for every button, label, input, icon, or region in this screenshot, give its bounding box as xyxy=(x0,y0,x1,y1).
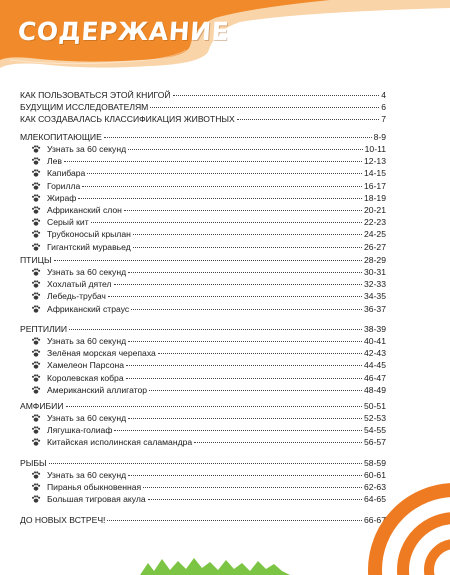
grass-decoration xyxy=(140,555,290,575)
paw-print-icon xyxy=(31,494,41,504)
toc-entry-label: Жираф xyxy=(47,192,77,203)
toc-subentry[interactable] xyxy=(31,278,386,290)
paw-print-icon xyxy=(31,437,41,447)
dot-leader xyxy=(126,378,362,379)
paw-print-icon xyxy=(31,470,41,480)
toc-subentry[interactable] xyxy=(31,481,386,493)
toc-entry-label: РЫБЫ xyxy=(20,458,47,468)
paw-print-icon xyxy=(31,181,41,191)
dot-leader xyxy=(87,173,362,174)
toc-subentry[interactable] xyxy=(31,167,386,179)
toc-subentry[interactable] xyxy=(31,143,386,155)
toc-entry-label: Хохлатый дятел xyxy=(47,279,112,290)
toc-page-number: 18-19 xyxy=(364,192,386,203)
toc-subentry[interactable] xyxy=(31,216,386,228)
toc-subentry[interactable] xyxy=(31,412,386,424)
toc-page-number: 26-27 xyxy=(364,241,386,252)
dot-leader xyxy=(126,365,362,366)
paw-print-icon xyxy=(31,348,41,358)
paw-print-icon xyxy=(31,413,41,423)
toc-subentry[interactable] xyxy=(31,347,386,359)
dot-leader xyxy=(150,107,379,108)
paw-print-icon xyxy=(31,482,41,492)
toc-page-number: 24-25 xyxy=(364,229,386,240)
dot-leader xyxy=(54,260,362,261)
toc-entry-label: Королевская кобра xyxy=(47,372,124,383)
toc-entry-label: Большая тигровая акула xyxy=(47,494,146,505)
dot-leader xyxy=(49,463,362,464)
toc-subentry[interactable] xyxy=(31,303,386,315)
toc-subentry[interactable] xyxy=(31,266,386,278)
toc-page-number: 6 xyxy=(381,102,386,112)
dot-leader xyxy=(133,247,362,248)
toc-page-number: 62-63 xyxy=(364,482,386,493)
paw-print-icon xyxy=(31,360,41,370)
paw-print-icon xyxy=(31,304,41,314)
toc-entry-label: Гигантский муравьед xyxy=(47,241,131,252)
paw-print-icon xyxy=(31,242,41,252)
toc-subentry[interactable] xyxy=(31,180,386,192)
paw-print-icon xyxy=(31,373,41,383)
toc-intro-entry[interactable] xyxy=(20,101,386,113)
toc-entry-label: Китайская исполинская саламандра xyxy=(47,437,193,448)
toc-entry-label: РЕПТИЛИИ xyxy=(20,324,68,334)
toc-entry-label: ДО НОВЫХ ВСТРЕЧ! xyxy=(20,515,106,525)
toc-subentry[interactable] xyxy=(31,359,386,371)
dot-leader xyxy=(104,137,372,138)
toc-page-number: 28-29 xyxy=(364,255,386,265)
toc-subentry[interactable] xyxy=(31,469,386,481)
toc-page-number: 56-57 xyxy=(364,437,386,448)
toc-page-number: 44-45 xyxy=(364,360,386,371)
paw-print-icon xyxy=(31,279,41,289)
toc-entry-label: Пиранья обыкновенная xyxy=(47,482,142,493)
toc-page-number: 46-47 xyxy=(364,372,386,383)
dot-leader xyxy=(124,210,362,211)
dot-leader xyxy=(173,95,380,96)
toc-entry-label: Американский аллигатор xyxy=(47,384,148,395)
toc-entry-label: Капибара xyxy=(47,168,86,179)
toc-section-heading[interactable] xyxy=(20,254,386,266)
toc-page-number: 7 xyxy=(381,114,386,124)
toc-subentry[interactable] xyxy=(31,493,386,505)
toc-page-number: 36-37 xyxy=(364,303,386,314)
dot-leader xyxy=(108,296,362,297)
dot-leader xyxy=(91,222,362,223)
toc-page-number: 40-41 xyxy=(364,336,386,346)
dot-leader xyxy=(133,234,362,235)
paw-print-icon xyxy=(31,229,41,239)
toc-entry-label: Узнать за 60 секунд xyxy=(47,413,127,423)
toc-entry-label: Узнать за 60 секунд xyxy=(47,336,127,346)
toc-page-number: 4 xyxy=(381,90,386,100)
toc-page-number: 60-61 xyxy=(364,470,386,480)
toc-page-number: 12-13 xyxy=(364,156,386,167)
dot-leader xyxy=(82,186,362,187)
dot-leader xyxy=(107,520,362,521)
dot-leader xyxy=(148,499,362,500)
paw-print-icon xyxy=(31,205,41,215)
toc-entry-label: БУДУЩИМ ИССЛЕДОВАТЕЛЯМ xyxy=(20,102,149,112)
toc-entry-label: Лебедь-трубач xyxy=(47,291,106,302)
dot-leader xyxy=(194,442,362,443)
paw-print-icon xyxy=(31,267,41,277)
toc-page-number: 64-65 xyxy=(364,494,386,505)
toc-entry-label: Узнать за 60 секунд xyxy=(47,267,127,277)
paw-print-icon xyxy=(31,156,41,166)
toc-entry-label: МЛЕКОПИТАЮЩИЕ xyxy=(20,132,102,142)
toc-page-number: 22-23 xyxy=(364,217,386,228)
toc-entry-label: КАК СОЗДАВАЛАСЬ КЛАССИФИКАЦИЯ ЖИВОТНЫХ xyxy=(20,114,235,124)
toc-page-number: 10-11 xyxy=(364,144,386,154)
toc-entry-label: ПТИЦЫ xyxy=(20,255,52,265)
toc-page-number: 42-43 xyxy=(364,348,386,359)
concentric-rings-decoration xyxy=(360,455,450,575)
toc-section-heading[interactable] xyxy=(20,131,386,143)
toc-section-heading[interactable] xyxy=(20,400,386,412)
paw-print-icon xyxy=(31,291,41,301)
dot-leader xyxy=(128,475,362,476)
dot-leader xyxy=(128,418,362,419)
toc-entry-label: Африканский страус xyxy=(47,303,130,314)
toc-page-number: 30-31 xyxy=(364,267,386,277)
toc-subentry[interactable] xyxy=(31,192,386,204)
dot-leader xyxy=(149,390,362,391)
toc-page-number: 38-39 xyxy=(364,324,386,334)
toc-page-number: 58-59 xyxy=(364,458,386,468)
dot-leader xyxy=(131,309,362,310)
toc-subentry[interactable] xyxy=(31,155,386,167)
toc-intro-entry[interactable] xyxy=(20,89,386,101)
toc-subentry[interactable] xyxy=(31,424,386,436)
toc-subentry[interactable] xyxy=(31,228,386,240)
paw-print-icon xyxy=(31,385,41,395)
toc-entry-label: Хамелеон Парсона xyxy=(47,360,125,371)
toc-subentry[interactable] xyxy=(31,372,386,384)
paw-print-icon xyxy=(31,336,41,346)
toc-entry-label: Узнать за 60 секунд xyxy=(47,144,127,154)
toc-intro-entry[interactable] xyxy=(20,113,386,125)
paw-print-icon xyxy=(31,425,41,435)
toc-section-heading[interactable] xyxy=(20,323,386,335)
toc-subentry[interactable] xyxy=(31,436,386,448)
toc-entry-label: Зелёная морская черепаха xyxy=(47,348,156,359)
toc-entry-label: КАК ПОЛЬЗОВАТЬСЯ ЭТОЙ КНИГОЙ xyxy=(20,90,171,100)
dot-leader xyxy=(114,430,362,431)
toc-page-number: 8-9 xyxy=(373,132,386,142)
paw-print-icon xyxy=(31,144,41,154)
toc-subentry[interactable] xyxy=(31,335,386,347)
toc-page-number: 52-53 xyxy=(364,413,386,423)
toc-entry-label: Африканский слон xyxy=(47,205,122,215)
toc-page-number: 32-33 xyxy=(364,279,386,290)
paw-print-icon xyxy=(31,168,41,178)
paw-print-icon xyxy=(31,217,41,227)
toc-entry-label: Лев xyxy=(47,156,62,167)
page-title: СОДЕРЖАНИЕ xyxy=(16,17,231,46)
toc-page-number: 14-15 xyxy=(364,168,386,179)
toc-entry-label: Трубконосый крылан xyxy=(47,229,131,240)
dot-leader xyxy=(69,329,362,330)
dot-leader xyxy=(128,149,363,150)
toc-page-number: 48-49 xyxy=(364,384,386,395)
dot-leader xyxy=(114,284,362,285)
toc-entry-label: Горилла xyxy=(47,180,81,191)
toc-page-number: 66-67 xyxy=(364,515,386,525)
toc-subentry[interactable] xyxy=(31,290,386,302)
dot-leader xyxy=(158,353,362,354)
toc-page-number: 54-55 xyxy=(364,425,386,436)
dot-leader xyxy=(237,119,379,120)
toc-page-number: 50-51 xyxy=(364,401,386,411)
toc-entry-label: АМФИБИИ xyxy=(20,401,64,411)
toc-section-heading[interactable] xyxy=(20,457,386,469)
dot-leader xyxy=(143,487,362,488)
paw-print-icon xyxy=(31,193,41,203)
toc-entry-label: Серый кит xyxy=(47,217,89,228)
toc-page-number: 16-17 xyxy=(364,180,386,191)
toc-subentry[interactable] xyxy=(31,241,386,253)
dot-leader xyxy=(128,272,362,273)
dot-leader xyxy=(128,341,362,342)
toc-entry-label: Лягушка-голиаф xyxy=(47,425,113,436)
dot-leader xyxy=(78,198,362,199)
toc-page-number: 34-35 xyxy=(364,291,386,302)
toc-page-number: 20-21 xyxy=(364,205,386,215)
toc-subentry[interactable] xyxy=(31,204,386,216)
toc-outro-entry[interactable] xyxy=(20,514,386,526)
dot-leader xyxy=(64,161,362,162)
toc-subentry[interactable] xyxy=(31,384,386,396)
toc-entry-label: Узнать за 60 секунд xyxy=(47,470,127,480)
dot-leader xyxy=(66,406,363,407)
